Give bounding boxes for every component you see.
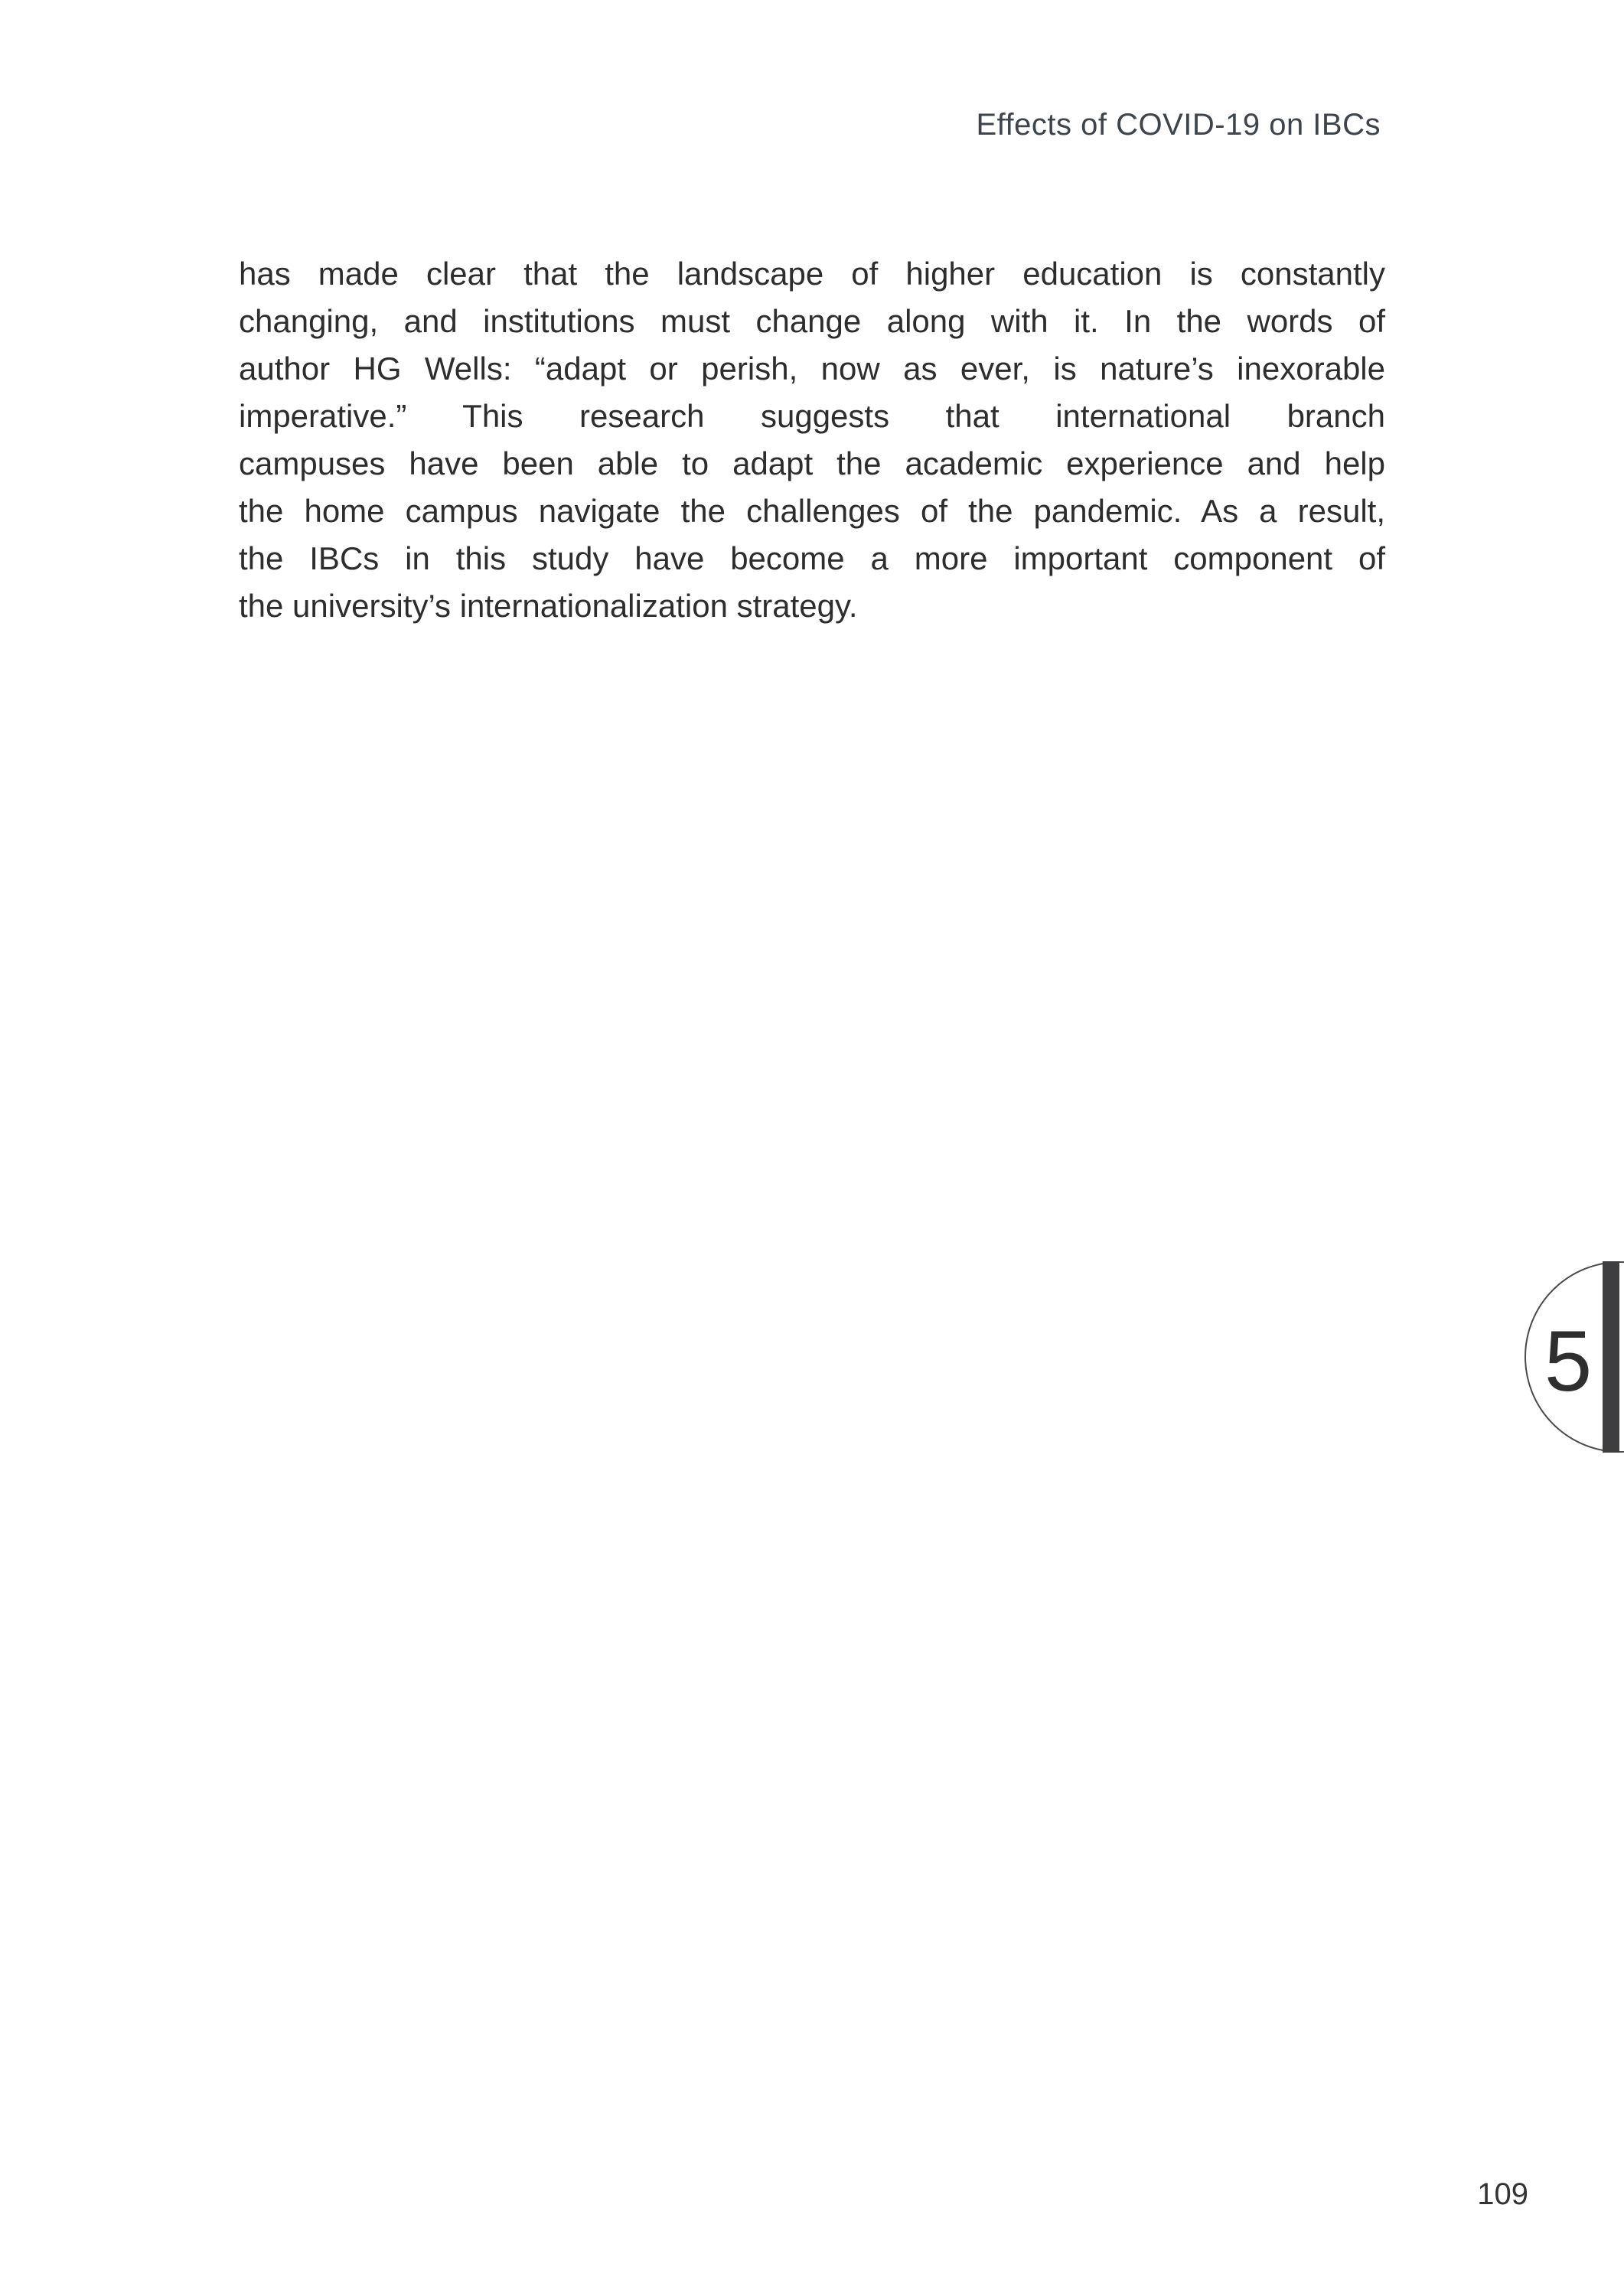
paragraph-line: the home campus navigate the challenges of the pandemic. As a result, <box>239 493 1385 529</box>
chapter-tab-number: 5 <box>1544 1313 1593 1409</box>
paragraph-line: changing, and institutions must change along with it. In the words of <box>239 303 1385 339</box>
paragraph-line: imperative.” This research suggests that international branch <box>239 398 1385 434</box>
paragraph-line: campuses have been able to adapt the academic experience and help <box>239 445 1385 481</box>
paragraph-line: the IBCs in this study have become a more important component of <box>239 540 1385 576</box>
running-header: Effects of COVID-19 on IBCs <box>976 108 1381 142</box>
page-number: 109 <box>1477 2177 1528 2211</box>
paragraph-line: the university’s internationalization strategy. <box>239 588 858 624</box>
paragraph-line: has made clear that the landscape of higher education is constantly <box>239 256 1385 292</box>
paragraph <box>239 250 1385 630</box>
chapter-tab-bar <box>1603 1261 1619 1453</box>
paragraph-line: author HG Wells: “adapt or perish, now as ever, is nature’s inexorable <box>239 351 1385 386</box>
